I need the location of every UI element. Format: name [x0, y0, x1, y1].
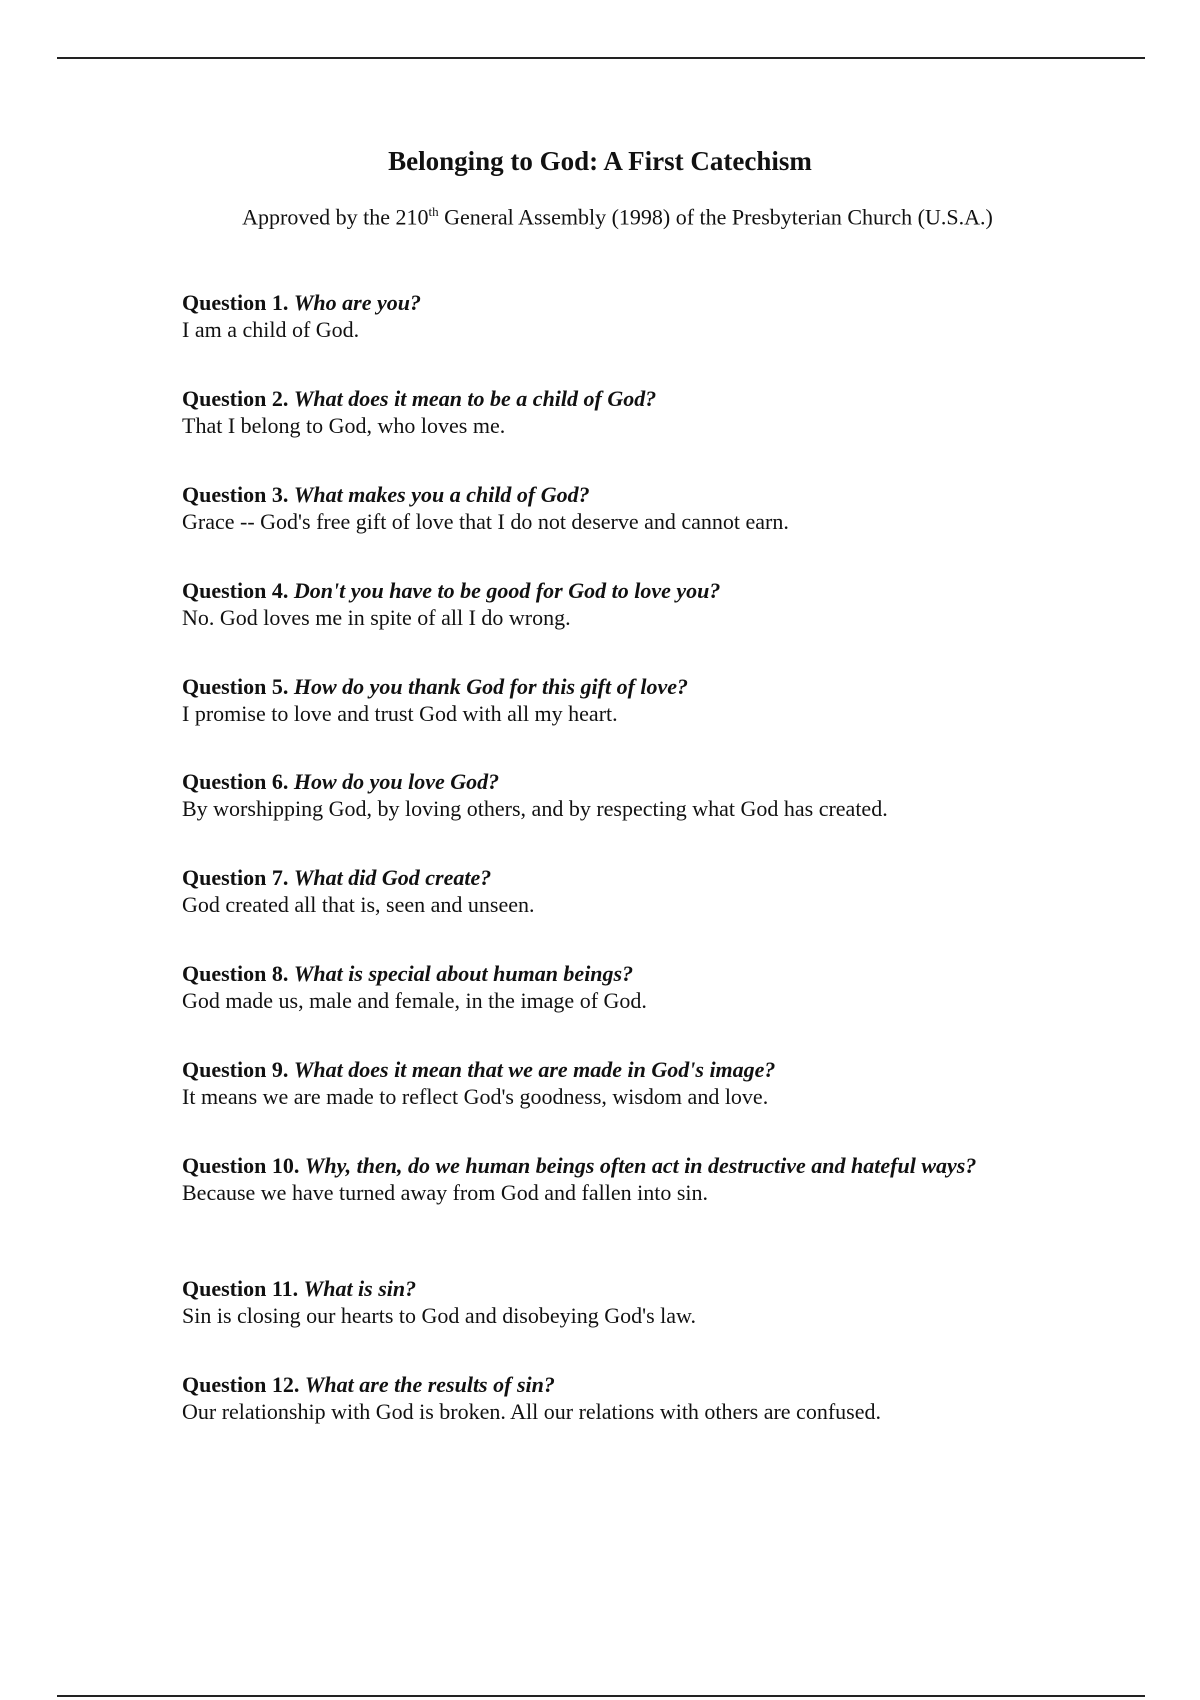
answer-text: I promise to love and trust God with all my heart.	[182, 701, 618, 726]
question-block	[182, 481, 1022, 535]
question-line	[182, 864, 1022, 891]
subtitle-superscript: th	[428, 204, 439, 219]
question-text: How do you love God?	[293, 769, 500, 794]
question-line	[182, 673, 1022, 700]
question-number: Question 3.	[182, 482, 289, 507]
question-line	[182, 1371, 1022, 1398]
question-line	[182, 481, 1022, 508]
question-line	[182, 385, 1022, 412]
question-number: Question 10.	[182, 1153, 300, 1178]
question-text: What makes you a child of God?	[293, 482, 590, 507]
question-block	[182, 1056, 1022, 1110]
answer-text: By worshipping God, by loving others, and by respecting what God has created.	[182, 796, 888, 821]
question-number: Question 6.	[182, 769, 289, 794]
answer-text: God made us, male and female, in the image of God.	[182, 988, 647, 1013]
question-line	[182, 1152, 1022, 1179]
question-line	[182, 768, 1022, 795]
subtitle-text: Approved by the 210	[242, 204, 429, 230]
question-block	[182, 1275, 1022, 1329]
question-block	[182, 385, 1022, 439]
question-text: What did God create?	[293, 865, 492, 890]
question-text: What does it mean to be a child of God?	[293, 386, 657, 411]
question-text: Why, then, do we human beings often act in destructive and hateful ways?	[304, 1153, 977, 1178]
question-block	[182, 289, 1022, 343]
question-line	[182, 577, 1022, 604]
question-block	[182, 1152, 1022, 1206]
answer-text: No. God loves me in spite of all I do wrong.	[182, 605, 571, 630]
question-text: What is sin?	[303, 1276, 417, 1301]
answer-text: Grace -- God's free gift of love that I do not deserve and cannot earn.	[182, 509, 789, 534]
question-text: How do you thank God for this gift of love?	[293, 674, 689, 699]
question-block	[182, 864, 1022, 918]
top-rule	[57, 57, 1145, 59]
question-block	[182, 960, 1022, 1014]
question-number: Question 4.	[182, 578, 289, 603]
question-number: Question 2.	[182, 386, 289, 411]
question-number: Question 11.	[182, 1276, 299, 1301]
subtitle-text-rest: General Assembly (1998) of the Presbyterian Church (U.S.A.)	[438, 204, 993, 230]
question-text: What are the results of sin?	[304, 1372, 555, 1397]
question-line	[182, 1056, 1022, 1083]
answer-text: I am a child of God.	[182, 317, 360, 342]
question-block	[182, 1371, 1022, 1425]
document-subtitle	[0, 204, 1200, 230]
question-number: Question 12.	[182, 1372, 300, 1397]
question-text: Who are you?	[293, 290, 421, 315]
bottom-rule	[57, 1695, 1145, 1697]
question-line	[182, 960, 1022, 987]
question-number: Question 8.	[182, 961, 289, 986]
question-line	[182, 289, 1022, 316]
question-block	[182, 768, 1022, 822]
answer-text: It means we are made to reflect God's goodness, wisdom and love.	[182, 1084, 769, 1109]
question-line	[182, 1275, 1022, 1302]
question-number: Question 7.	[182, 865, 289, 890]
answer-text: Because we have turned away from God and fallen into sin.	[182, 1180, 708, 1205]
answer-text: Our relationship with God is broken. All our relations with others are confused.	[182, 1399, 881, 1424]
answer-text: Sin is closing our hearts to God and disobeying God's law.	[182, 1303, 696, 1328]
question-number: Question 5.	[182, 674, 289, 699]
question-text: What is special about human beings?	[293, 961, 634, 986]
document-title: Belonging to God: A First Catechism	[388, 146, 812, 176]
question-block	[182, 673, 1022, 727]
question-block	[182, 577, 1022, 631]
question-number: Question 9.	[182, 1057, 289, 1082]
question-text: What does it mean that we are made in God's image?	[293, 1057, 776, 1082]
answer-text: God created all that is, seen and unseen.	[182, 892, 535, 917]
answer-text: That I belong to God, who loves me.	[182, 413, 506, 438]
question-number: Question 1.	[182, 290, 289, 315]
question-text: Don't you have to be good for God to love you?	[293, 578, 721, 603]
